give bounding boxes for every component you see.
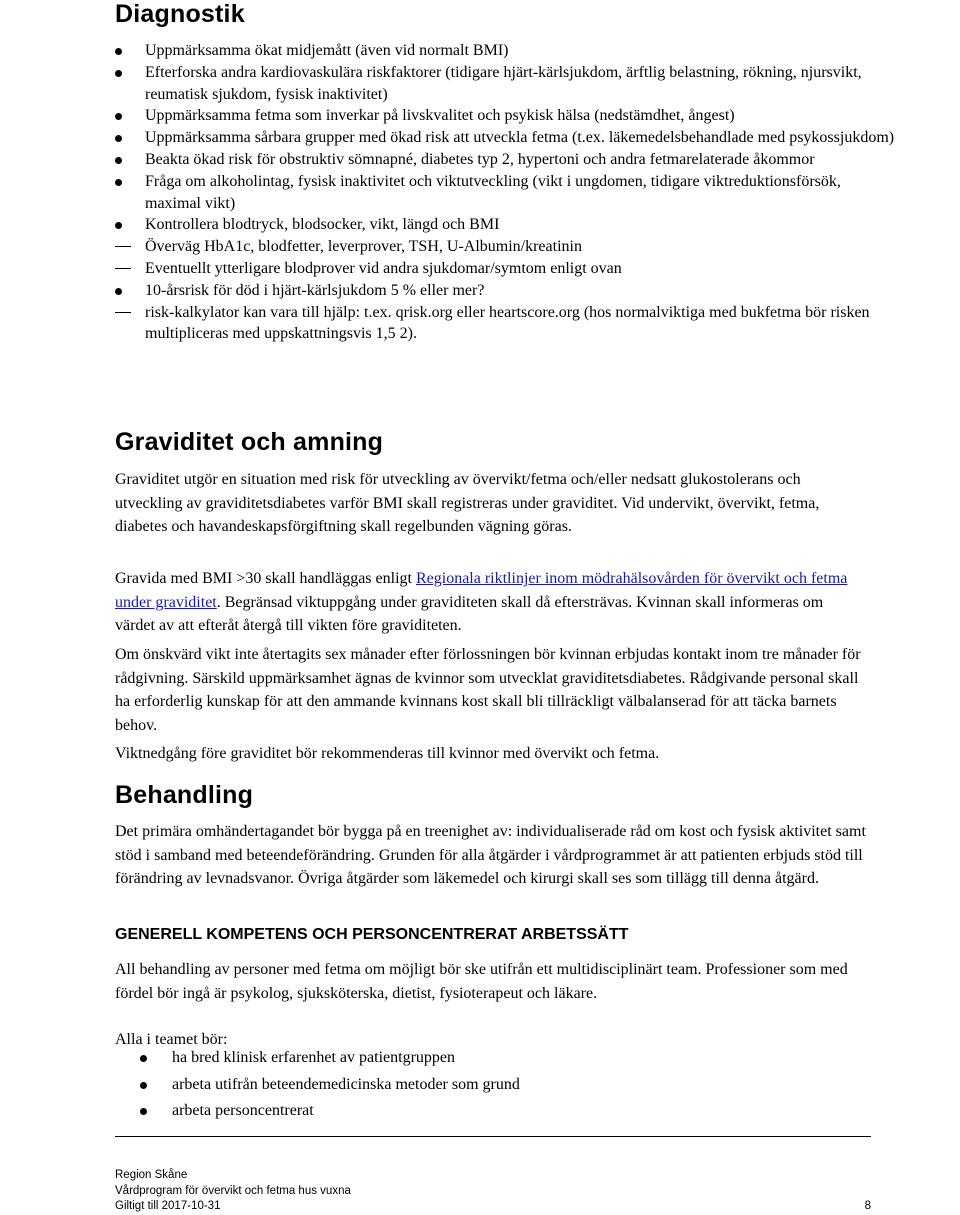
paragraph-text: . Begränsad viktuppgång under graviditeten skall då eftersträvas. Kvinnan skall informeras om värdet av att efteråt återgå till vikten före graviditeten. [115,593,824,634]
list-item: arbeta utifrån beteendemedicinska metoder som grund [140,1072,840,1099]
diagnostik-list [115,40,895,345]
sub-list-item: Eventuellt ytterligare blodprover vid andra sjukdomar/symtom enligt ovan [115,258,895,280]
graviditet-paragraph-2 [115,567,867,638]
heading-generell-kompetens: GENERELL KOMPETENS OCH PERSONCENTRERAT ARBETSSÄTT [115,926,629,943]
team-intro: Alla i teamet bör: [115,1031,228,1048]
graviditet-paragraph-1: Graviditet utgör en situation med risk för utveckling av övervikt/fetma och/eller nedsatt glukostolerans och utveckling av graviditetsdiabetes varför BMI skall registreras under graviditet. Vid undervikt, övervikt, fetma, diabetes och havandeskapsförgiftning skall regelbunden vägning göras. [115,471,820,535]
team-list [140,1045,840,1125]
footer-divider [115,1136,871,1137]
list-item: Uppmärksamma sårbara grupper med ökad risk att utveckla fetma (t.ex. läkemedelsbehandlade med psykossjukdom) [115,127,895,149]
list-item: Fråga om alkoholintag, fysisk inaktivitet och viktutveckling (vikt i ungdomen, tidigare viktreduktionsförsök, maximal vikt) [115,171,895,215]
graviditet-paragraph-4: Viktnedgång före graviditet bör rekommenderas till kvinnor med övervikt och fetma. [115,745,660,762]
list-item: Uppmärksamma ökat midjemått (även vid normalt BMI) [115,40,895,62]
heading-diagnostik: Diagnostik [115,0,245,28]
heading-graviditet: Graviditet och amning [115,428,384,456]
page-number: 8 [864,1200,871,1212]
paragraph-text: Gravida med BMI >30 skall handläggas enligt [115,570,416,587]
sub-list-item: Överväg HbA1c, blodfetter, leverprover, TSH, U-Albumin/kreatinin [115,236,895,258]
list-item: arbeta personcentrerat [140,1098,840,1125]
list-item: Uppmärksamma fetma som inverkar på livskvalitet och psykisk hälsa (nedstämdhet, ångest) [115,105,895,127]
heading-behandling: Behandling [115,781,254,809]
list-item: Beakta ökad risk för obstruktiv sömnapné, diabetes typ 2, hypertoni och andra fetmarelaterade åkommor [115,149,895,171]
footer-doc-title: Vårdprogram för övervikt och fetma hus vuxna [115,1184,351,1197]
graviditet-paragraph-3: Om önskvärd vikt inte återtagits sex månader efter förlossningen bör kvinnan erbjudas kontakt inom tre månader för rådgivning. Särskild uppmärksamhet ägnas de kvinnor som utvecklat graviditetsdiabetes. Rådgivande personal skall ha erforderlig kunskap för att den ammande kvinnans kost skall bli tillräckligt välbalanserad för att täcka barnets behov. [115,646,861,734]
footer [115,1168,871,1215]
sub-list-item: risk-kalkylator kan vara till hjälp: t.ex. qrisk.org eller heartscore.org (hos normalviktiga med bukfetma bör risken multipliceras med uppskattningsvis 1,5 2). [115,302,895,346]
list-item: Efterforska andra kardiovaskulära riskfaktorer (tidigare hjärt-kärlsjukdom, ärftlig belastning, rökning, njursvikt, reumatisk sjukdom, fysisk inaktivitet) [115,62,895,106]
list-item: Kontrollera blodtryck, blodsocker, vikt, längd och BMI [115,214,895,236]
list-item: 10-årsrisk för död i hjärt-kärlsjukdom 5 % eller mer? [115,280,895,302]
regionala-riktlinjer-link[interactable]: Regionala riktlinjer inom mödrahälsovården för övervikt och fetma under graviditet [115,570,848,611]
behandling-paragraph-1: Det primära omhändertagandet bör bygga på en treenighet av: individualiserade råd om kost och fysisk aktivitet samt stöd i samband med beteendeförändring. Grunden för alla åtgärder i vårdprogrammet är att patienten erbjuds stöd till förändring av levnadsvanor. Övriga åtgärder som läkemedel och kirurgi skall ses som tillägg till denna åtgärd. [115,823,866,887]
footer-valid-until: Giltigt till 2017-10-31 [115,1200,221,1212]
footer-org: Region Skåne [115,1169,188,1181]
list-item: ha bred klinisk erfarenhet av patientgruppen [140,1045,840,1072]
behandling-paragraph-2: All behandling av personer med fetma om möjligt bör ske utifrån ett multidisciplinärt team. Professioner som med fördel bör ingå är psykolog, sjuksköterska, dietist, fysioterapeut och läkare. [115,961,848,1002]
